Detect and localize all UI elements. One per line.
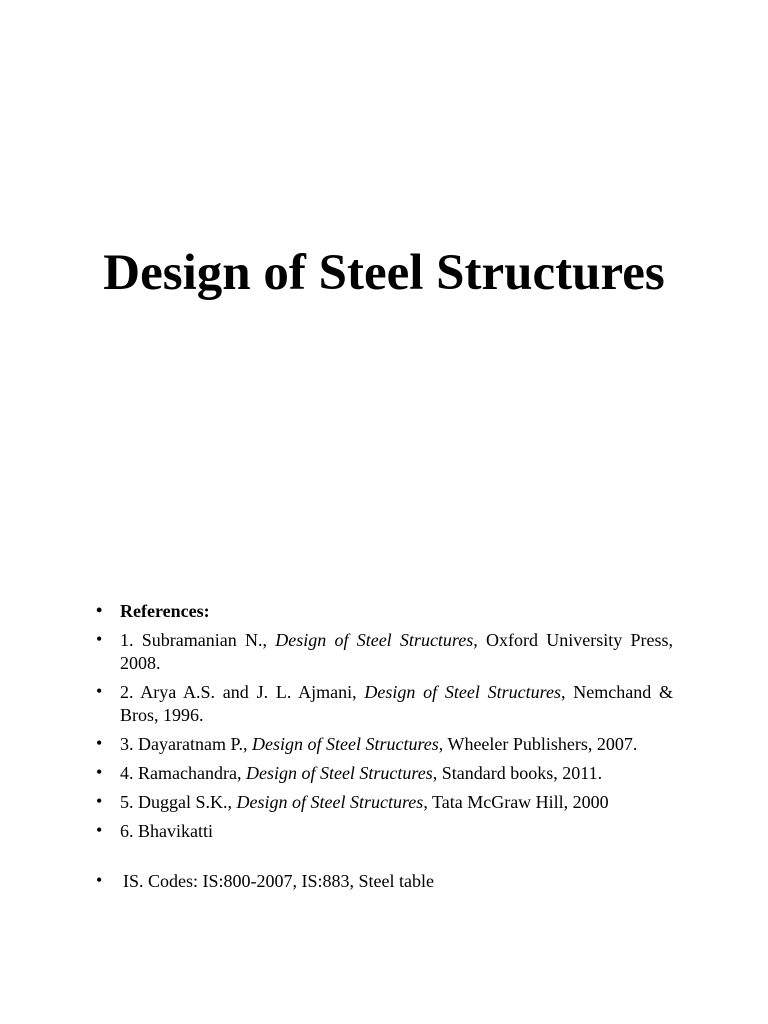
reference-publisher: , Tata McGraw Hill, 2000	[423, 792, 609, 812]
reference-author: 4. Ramachandra,	[120, 763, 246, 783]
reference-author: 2. Arya A.S. and J. L. Ajmani,	[120, 682, 365, 702]
reference-item	[96, 791, 673, 814]
reference-book-title: Design of Steel Structures	[245, 763, 433, 783]
bullet-icon: •	[96, 870, 103, 890]
reference-author: 1. Subramanian N.,	[120, 630, 276, 650]
reference-publisher: , Nemchand & Bros, 1996.	[120, 682, 673, 725]
reference-item	[96, 820, 673, 843]
bullet-icon: •	[96, 791, 103, 811]
bullet-icon: •	[96, 600, 103, 620]
references-heading-text: References:	[120, 601, 210, 621]
reference-author: 3. Dayaratnam P.,	[120, 734, 252, 754]
reference-book-title: Design of Steel Structures	[236, 792, 424, 812]
is-codes-item	[96, 870, 673, 893]
reference-publisher: , Oxford University Press, 2008.	[120, 630, 673, 673]
bullet-icon: •	[96, 629, 103, 649]
reference-book-title: Design of Steel Structures	[275, 630, 474, 650]
bullet-icon: •	[96, 681, 103, 701]
reference-book-title: Design of Steel Structures	[251, 734, 439, 754]
references-list	[96, 600, 673, 899]
reference-item	[96, 762, 673, 785]
references-heading	[96, 600, 673, 623]
reference-item	[96, 681, 673, 727]
reference-publisher: , Wheeler Publishers, 2007.	[438, 734, 638, 754]
reference-item	[96, 629, 673, 675]
reference-author: 5. Duggal S.K.,	[120, 792, 237, 812]
reference-item	[96, 733, 673, 756]
is-codes-text: IS. Codes: IS:800-2007, IS:883, Steel table	[123, 871, 434, 891]
bullet-icon: •	[96, 733, 103, 753]
reference-book-title: Design of Steel Structures	[364, 682, 561, 702]
reference-publisher: , Standard books, 2011.	[432, 763, 603, 783]
reference-author: 6. Bhavikatti	[120, 821, 213, 841]
bullet-icon: •	[96, 820, 103, 840]
slide-title: Design of Steel Structures	[103, 245, 665, 301]
bullet-icon: •	[96, 762, 103, 782]
